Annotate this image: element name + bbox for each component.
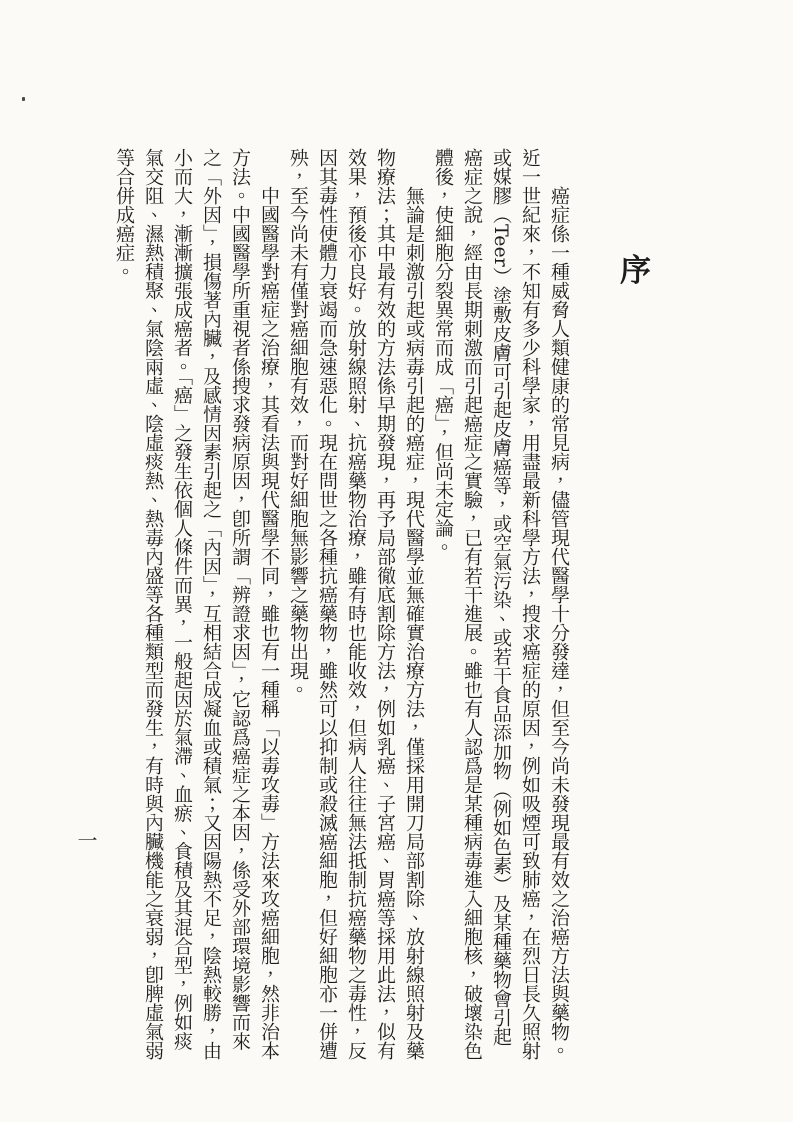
paragraph: 中國醫學對癌症之治療，其看法與現代醫學不同，雖也有一種稱「以毒攻毒」方法來攻癌細胞，然非治本方法。中國醫學所重視者係搜求發病原因，卽所謂「辨證求因」，它認爲癌症之本因，係受外部環境影響而來之「外因」，損傷著內臟，及感情因素引起之「內因」，互相結合成凝血或積氣；又因陽熱不足，陰熱較勝，由小而大，漸漸擴張成癌者。「癌」之發生依個人條件而異，一般起因於氣滯、血瘀、食積及其混合型，例如痰氣交阻、濕熱積聚、氣陰兩虛、陰虛痰熱、熱毒內盛等各種類型而發生，有時與內臟機能之衰弱，卽脾虛氣弱等合併成癌症。 — [113, 148, 280, 1060]
paragraph: 癌症係一種威脅人類健康的常見病，儘管現代醫學十分發達，但至今尚未發現最有效之治癌方法與藥物。近一世紀來，不知有多少科學家，用盡最新科學方法，搜求癌症的原因，例如吸煙可致肺癌，在烈日長久照射或媒膠（Teer）塗敷皮膚可引起皮膚癌等，或空氣污染、或若干食品添加物（例如色素）及某種藥物會引起癌症之說，經由長期刺激而引起癌症之實驗，已有若干進展。雖也有人認爲是某種病毒進入細胞核，破壞染色體後，使細胞分裂異常而成「癌」，但尚未定論。 — [432, 148, 570, 1060]
scan-speck — [22, 97, 25, 101]
page-title: 序 — [620, 253, 651, 289]
paragraph: 無論是刺激引起或病毒引起的癌症，現代醫學並無確實治療方法，僅採用開刀局部割除、放射線照射及藥物療法；其中最有效的方法係早期發現，再予局部徹底割除方法，例如乳癌、子宮癌、胃癌等採用此法，似有效果，預後亦良好。放射線照射、抗癌藥物治療，雖有時也能收效，但病人往往無法抵制抗癌藥物之毒性，反因其毒性使體力衰竭而急速惡化。現在問世之各種抗癌藥物，雖然可以抑制或殺滅癌細胞，但好細胞亦一併遭殃，至今尚未有僅對癌細胞有效，而對好細胞無影響之藥物出現。 — [287, 148, 425, 1060]
preface-text-block — [109, 148, 573, 1060]
folio-page-number: 一 — [74, 830, 98, 850]
